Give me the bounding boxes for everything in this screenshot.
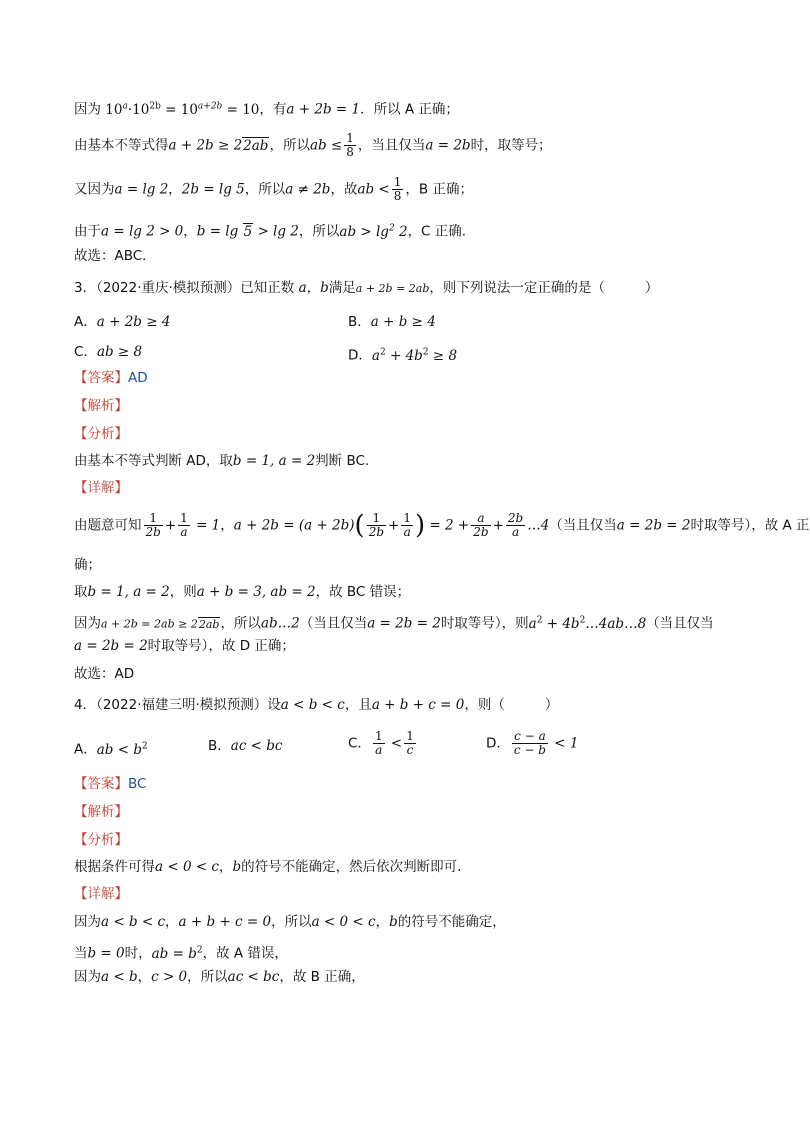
- fraction-one-eighth: $\frac{1}{8}$: [346, 131, 354, 159]
- fenxi-3-heading: 【分析】: [74, 426, 128, 442]
- option-a: A．ab < $b^2$: [74, 741, 148, 758]
- analysis-4-heading: 【解析】: [74, 804, 128, 820]
- question-3-stem: 3．（2022·重庆·模拟预测）已知正数 a，b满足a + 2b = 2ab，则下列说法一定正确的是（ ）: [74, 280, 659, 296]
- detail-3-line-6: 故选：AD: [74, 666, 135, 682]
- solution-line-1: 因为 $10^a\cdot 10^{2b} = 10^{a+2b} = 10$，有a + 2b = 1．所以 A 正确；: [74, 101, 459, 118]
- option-d: D．$a^2 + 4b^2 \ge 8$: [348, 347, 458, 364]
- xiangjie-4-heading: 【详解】: [74, 886, 128, 902]
- analysis-3-heading: 【解析】: [74, 398, 128, 414]
- detail-4-line-3: 因为a < b，c > 0，所以ac < bc，故 B 正确，: [74, 969, 365, 985]
- fraction-one-eighth: $\frac{1}{8}$: [393, 175, 402, 203]
- fenxi-3-text: 由基本不等式判断 AD，取b = 1, a = 2判断 BC.: [74, 453, 370, 469]
- option-c: C．ab ≥ 8: [74, 344, 143, 360]
- option-b: B．ac < bc: [208, 738, 283, 754]
- detail-3-line-4: 因为a + 2b = 2ab ≥ 22ab，所以ab…2（当且仅当a = 2b = 2时取等号），则$a^2$ + $4b^2\dots 4ab\dots 8$（当且仅当: [74, 615, 714, 632]
- solution-line-3: 又因为a = lg 2，2b = lg 5，所以a ≠ 2b，故ab < $\frac{1}{8}$ ，B 正确；: [74, 175, 473, 203]
- detail-3-line-3: 取b = 1, a = 2，则a + b = 3, ab = 2，故 BC 错误；: [74, 584, 411, 600]
- solution-line-2: 由基本不等式得a + 2b ≥ 22ab，所以ab ≤ $\frac{1}{8}$ ，当且仅当a = 2b时，取等号；: [74, 131, 552, 159]
- option-c: C． $\frac{1}{a}$ < $\frac{1}{c}$: [348, 729, 414, 757]
- detail-3-line-2: 确；: [74, 557, 101, 573]
- answer-4: 【答案】BC: [74, 776, 147, 792]
- solution-line-5: 故选：ABC．: [74, 248, 156, 264]
- fenxi-4-text: 根据条件可得a < 0 < c，b的符号不能确定，然后依次判断即可.: [74, 859, 462, 875]
- fenxi-4-heading: 【分析】: [74, 832, 128, 848]
- detail-3-line-1: 由题意可知 $\frac{1}{2b}$ + $\frac{1}{a}$ = 1，a + 2b = (a + 2b)( $\frac{1}{2b}$ + $\frac{1}{a}$ ) = 2 + $\frac{a}{2b}$ + $\frac{2b}{a}$ …4（当且仅当a = 2b = 2时取等号），故 A 正: [74, 510, 810, 541]
- option-d: D． $\frac{c - a}{c - b}$ < 1: [486, 729, 579, 757]
- solution-line-4: 由于a = lg 2 > 0，b = lg 5 > lg 2，所以ab > $\lg^2 2$，C 正确.: [74, 223, 467, 240]
- detail-4-line-2: 当b = 0时，ab = $b^2$，故 A 错误，: [74, 945, 288, 962]
- xiangjie-3-heading: 【详解】: [74, 480, 128, 496]
- option-a: A．a + 2b ≥ 4: [74, 314, 171, 330]
- detail-4-line-1: 因为a < b < c，a + b + c = 0，所以a < 0 < c，b的符号不能确定，: [74, 914, 506, 930]
- detail-3-line-5: a = 2b = 2时取等号），故 D 正确；: [74, 638, 295, 654]
- question-4-stem: 4．（2022·福建三明·模拟预测）设a < b < c，且a + b + c = 0，则（ ）: [74, 697, 559, 713]
- option-b: B．a + b ≥ 4: [348, 314, 436, 330]
- answer-3: 【答案】AD: [74, 370, 148, 386]
